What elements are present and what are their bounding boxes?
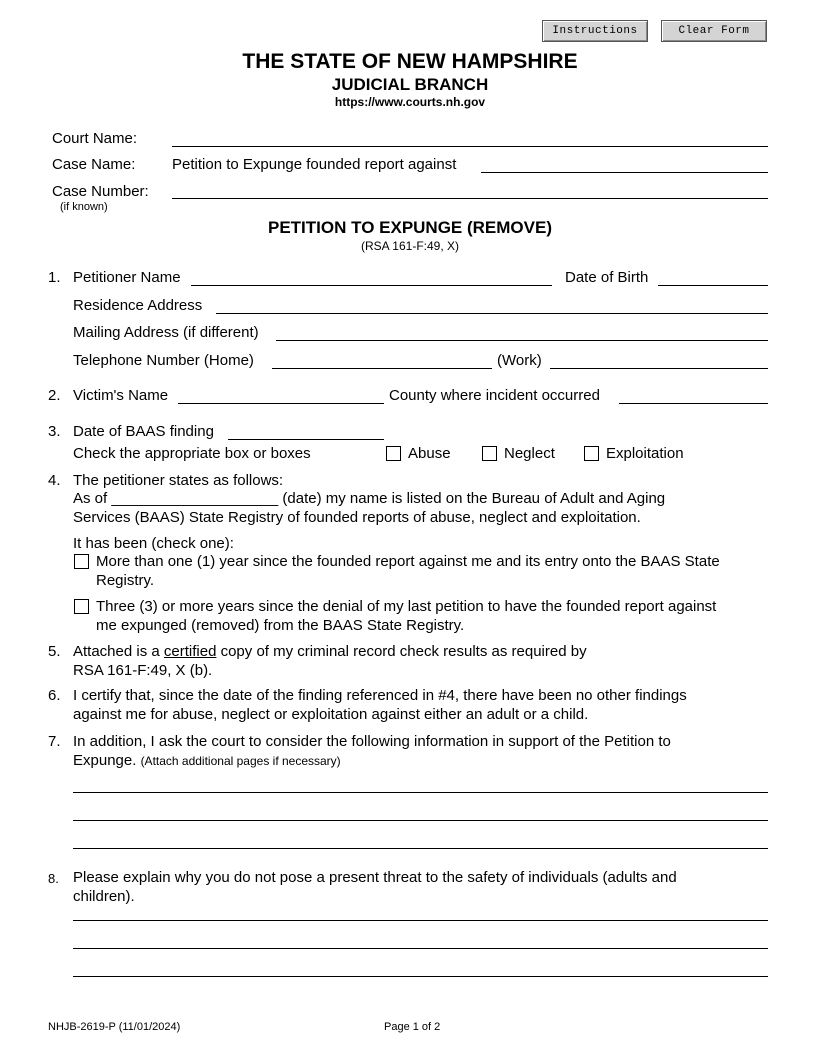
petitioner-name-label: Petitioner Name: [73, 269, 181, 286]
case-number-field[interactable]: [172, 198, 768, 199]
form-title: PETITION TO EXPUNGE (REMOVE): [268, 218, 552, 237]
court-name-field[interactable]: [172, 146, 768, 147]
s6-text-b: against me for abuse, neglect or exploitation against either an adult or a child.: [73, 706, 589, 723]
s4-line3: Services (BAAS) State Registry of founded reports of abuse, neglect and exploitation.: [73, 509, 641, 526]
option2-text-b: me expunged (removed) from the BAAS State Registry.: [96, 617, 465, 634]
dob-label: Date of Birth: [565, 269, 649, 286]
residence-field[interactable]: [216, 313, 768, 314]
s8-text-b: children).: [73, 888, 135, 905]
check-boxes-instruction: Check the appropriate box or boxes: [73, 445, 311, 462]
s4-as-of: [73, 490, 665, 507]
exploitation-checkbox[interactable]: [584, 446, 599, 461]
page-number: Page 1 of 2: [384, 1021, 441, 1033]
case-name-field[interactable]: [481, 172, 768, 173]
mailing-field[interactable]: [276, 340, 768, 341]
s7-number: 7.: [48, 733, 61, 750]
s7-answer-line-1[interactable]: [73, 792, 768, 793]
court-url: https://www.courts.nh.gov: [334, 95, 486, 109]
date-finding-field[interactable]: [228, 439, 384, 440]
s2-number: 2.: [48, 387, 61, 404]
abuse-label: Abuse: [408, 445, 451, 462]
s7-line2: [73, 752, 341, 769]
s6-text-a: I certify that, since the date of the finding referenced in #4, there have been no other findings: [73, 687, 687, 704]
option1-text-a: More than one (1) year since the founded report against me and its entry onto the BAAS State: [96, 553, 720, 570]
form-subtitle: (RSA 161-F:49, X): [360, 239, 460, 253]
instructions-button[interactable]: Instructions: [542, 20, 648, 42]
clear-form-button[interactable]: Clear Form: [661, 20, 767, 42]
abuse-checkbox[interactable]: [386, 446, 401, 461]
county-field[interactable]: [619, 403, 768, 404]
s5-number: 5.: [48, 643, 61, 660]
s5-text-c: RSA 161-F:49, X (b).: [73, 662, 213, 679]
option1-checkbox[interactable]: [74, 554, 89, 569]
s7-note: (Attach additional pages if necessary): [140, 754, 341, 768]
s7-answer-line-3[interactable]: [73, 848, 768, 849]
case-name-label: Case Name:: [52, 156, 136, 173]
branch-heading: JUDICIAL BRANCH: [331, 75, 489, 94]
case-name-prefix: Petition to Expunge founded report against: [172, 156, 457, 173]
exploitation-label: Exploitation: [606, 445, 684, 462]
s3-number: 3.: [48, 423, 61, 440]
check-one-label: It has been (check one):: [73, 535, 234, 552]
s5-text-a: Attached is a: [73, 643, 160, 660]
as-of-date-text: (date) my name is listed on the Bureau of Adult and Aging: [282, 490, 666, 507]
if-known-note: (if known): [60, 201, 108, 213]
s7-text-a: In addition, I ask the court to consider the following information in support of the Petition to: [73, 733, 671, 750]
victim-name-label: Victim's Name: [73, 387, 169, 404]
s5-certified: certified: [163, 643, 217, 660]
phone-work-field[interactable]: [550, 368, 768, 369]
case-number-label: Case Number:: [52, 183, 149, 200]
as-of-date-field[interactable]: ____________________: [111, 490, 279, 507]
date-finding-label: Date of BAAS finding: [73, 423, 214, 440]
dob-field[interactable]: [658, 285, 768, 286]
s4-intro: The petitioner states as follows:: [73, 472, 284, 489]
form-id: NHJB-2619-P (11/01/2024): [48, 1021, 181, 1033]
s8-answer-line-3[interactable]: [73, 976, 768, 977]
option2-text-a: Three (3) or more years since the denial of my last petition to have the founded report against: [96, 598, 717, 615]
s1-number: 1.: [48, 269, 61, 286]
mailing-label: Mailing Address (if different): [73, 324, 259, 341]
phone-home-label: Telephone Number (Home): [73, 352, 254, 369]
option1-text-b: Registry.: [96, 572, 155, 589]
s6-number: 6.: [48, 687, 61, 704]
s7-text-b: Expunge.: [73, 752, 137, 769]
s7-answer-line-2[interactable]: [73, 820, 768, 821]
s5-line1: [73, 643, 587, 660]
s8-answer-line-2[interactable]: [73, 948, 768, 949]
option2-checkbox[interactable]: [74, 599, 89, 614]
victim-name-field[interactable]: [178, 403, 384, 404]
county-label: County where incident occurred: [389, 387, 600, 404]
phone-work-label: (Work): [497, 352, 542, 369]
s5-text-b: copy of my criminal record check results as required by: [220, 643, 587, 660]
s4-number: 4.: [48, 472, 61, 489]
court-name-label: Court Name:: [52, 130, 138, 147]
residence-label: Residence Address: [73, 297, 203, 314]
phone-home-field[interactable]: [272, 368, 492, 369]
as-of-label: As of: [73, 490, 108, 507]
neglect-label: Neglect: [504, 445, 555, 462]
s8-number: 8.: [48, 871, 59, 886]
s8-answer-line-1[interactable]: [73, 920, 768, 921]
petitioner-name-field[interactable]: [191, 285, 552, 286]
s8-text-a: Please explain why you do not pose a present threat to the safety of individuals (adults and: [73, 869, 677, 886]
state-heading: THE STATE OF NEW HAMPSHIRE: [242, 50, 578, 73]
neglect-checkbox[interactable]: [482, 446, 497, 461]
